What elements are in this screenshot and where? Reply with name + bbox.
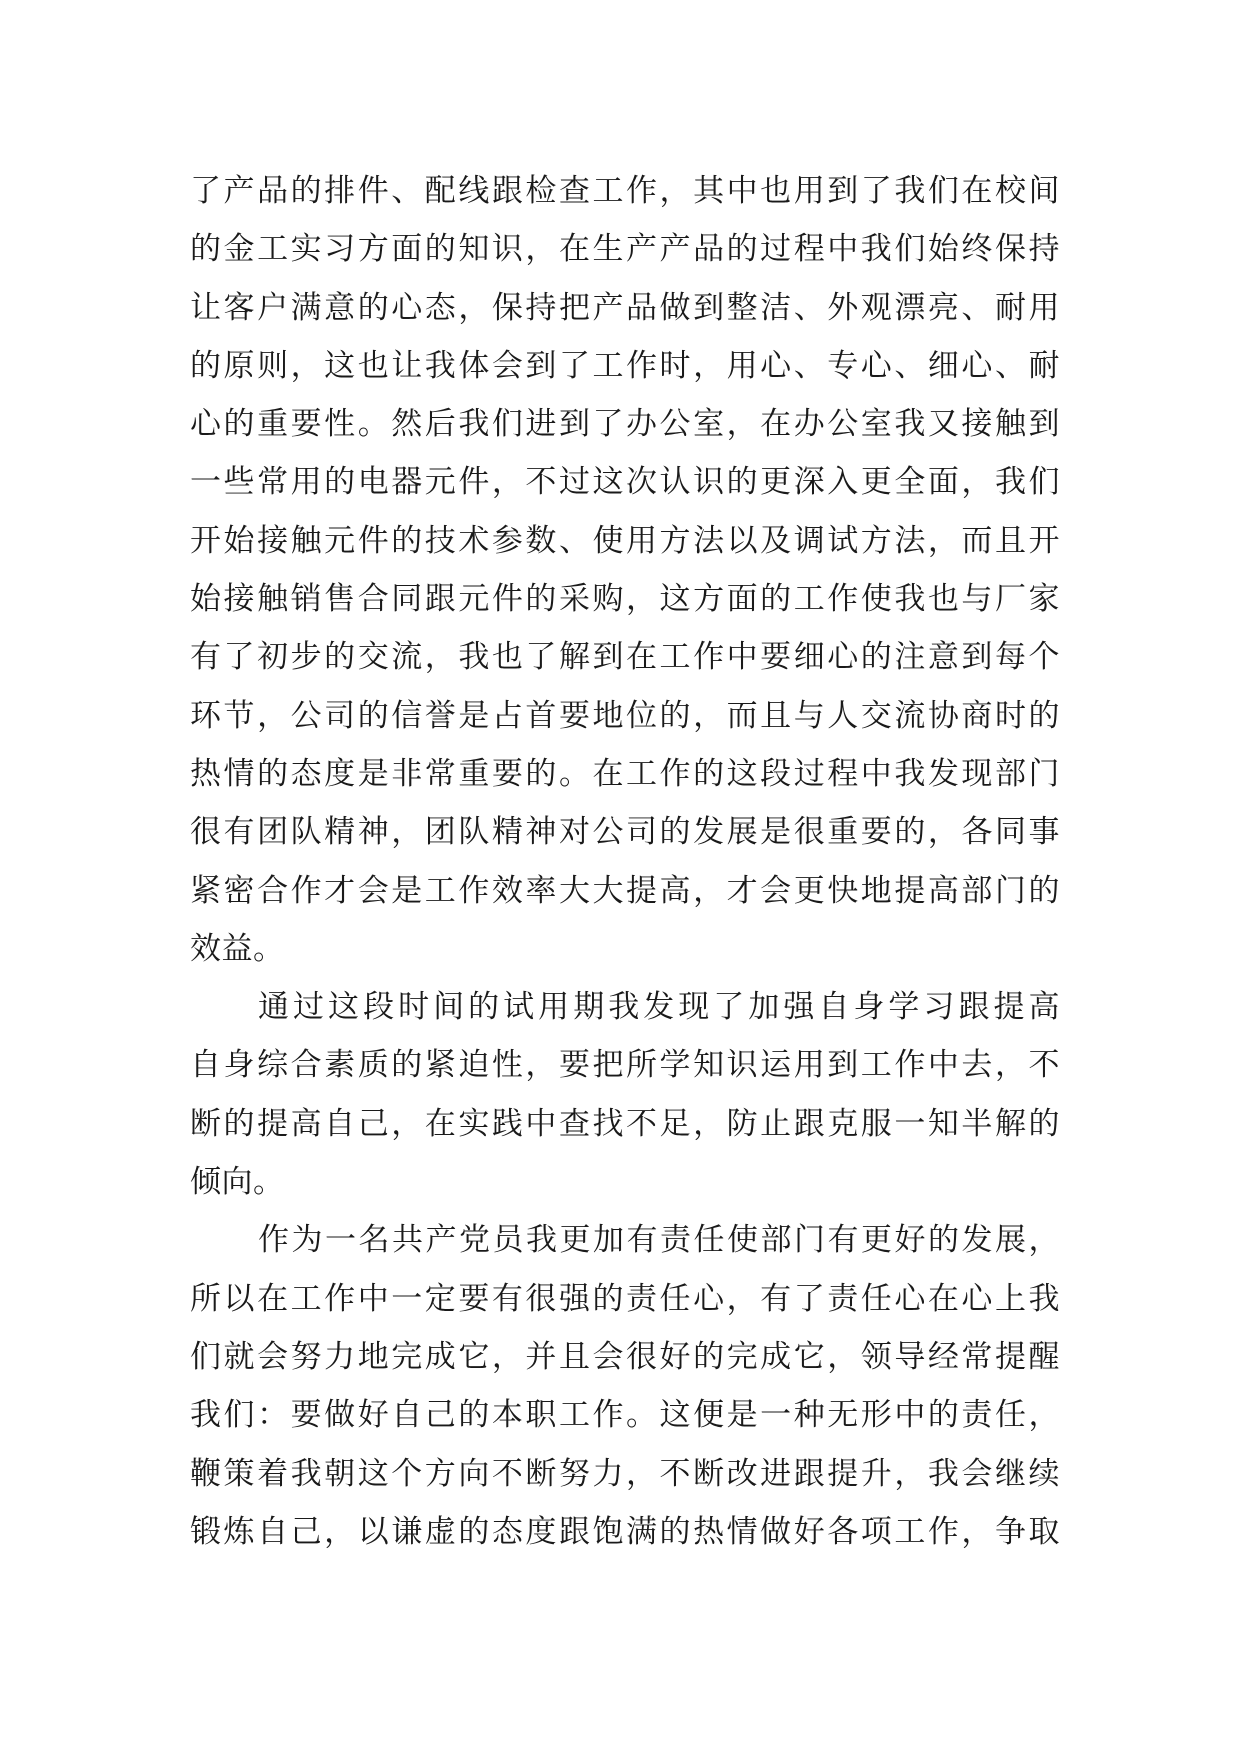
text-line: 始接触销售合同跟元件的采购，这方面的工作使我也与厂家 [190, 581, 1060, 618]
text-line: 所以在工作中一定要有很强的责任心，有了责任心在心上我 [190, 1280, 1060, 1317]
text-line: 了产品的排件、配线跟检查工作，其中也用到了我们在校间 [190, 173, 1060, 209]
text-line: 们就会努力地完成它，并且会很好的完成它，领导经常提醒 [190, 1338, 1060, 1375]
text-line: 自身综合素质的紧迫性，要把所学知识运用到工作中去，不 [190, 1047, 1060, 1084]
text-line: 倾向。 [190, 1164, 285, 1201]
text-line: 锻炼自己，以谦虚的态度跟饱满的热情做好各项工作，争取 [190, 1513, 1060, 1550]
text-line: 作为一名共产党员我更加有责任使部门有更好的发展， [258, 1222, 1060, 1259]
text-line: 鞭策着我朝这个方向不断努力，不断改进跟提升，我会继续 [190, 1455, 1060, 1492]
text-line: 断的提高自己，在实践中查找不足，防止跟克服一知半解的 [190, 1105, 1060, 1142]
text-line: 通过这段时间的试用期我发现了加强自身学习跟提高 [258, 989, 1060, 1026]
paragraph-3 [190, 1211, 1060, 1561]
text-line: 环节，公司的信誉是占首要地位的，而且与人交流协商时的 [190, 697, 1060, 734]
text-line: 我们：要做好自己的本职工作。这便是一种无形中的责任， [190, 1397, 1060, 1434]
text-line: 热情的态度是非常重要的。在工作的这段过程中我发现部门 [190, 755, 1060, 792]
text-line: 很有团队精神，团队精神对公司的发展是很重要的，各同事 [190, 814, 1060, 851]
text-line: 心的重要性。然后我们进到了办公室，在办公室我又接触到 [190, 406, 1060, 443]
text-line: 的金工实习方面的知识，在生产产品的过程中我们始终保持 [190, 231, 1060, 268]
paragraph-1 [190, 162, 1060, 978]
text-line: 的原则，这也让我体会到了工作时，用心、专心、细心、耐 [190, 347, 1060, 384]
text-line: 让客户满意的心态，保持把产品做到整洁、外观漂亮、耐用 [190, 289, 1060, 326]
text-line: 一些常用的电器元件，不过这次认识的更深入更全面，我们 [190, 464, 1060, 501]
paragraph-2 [190, 978, 1060, 1211]
text-line: 紧密合作才会是工作效率大大提高，才会更快地提高部门的 [190, 872, 1060, 909]
text-line: 开始接触元件的技术参数、使用方法以及调试方法，而且开 [190, 522, 1060, 559]
text-line: 效益。 [190, 930, 285, 967]
document-page [190, 162, 1060, 1561]
text-line: 有了初步的交流，我也了解到在工作中要细心的注意到每个 [190, 639, 1060, 676]
